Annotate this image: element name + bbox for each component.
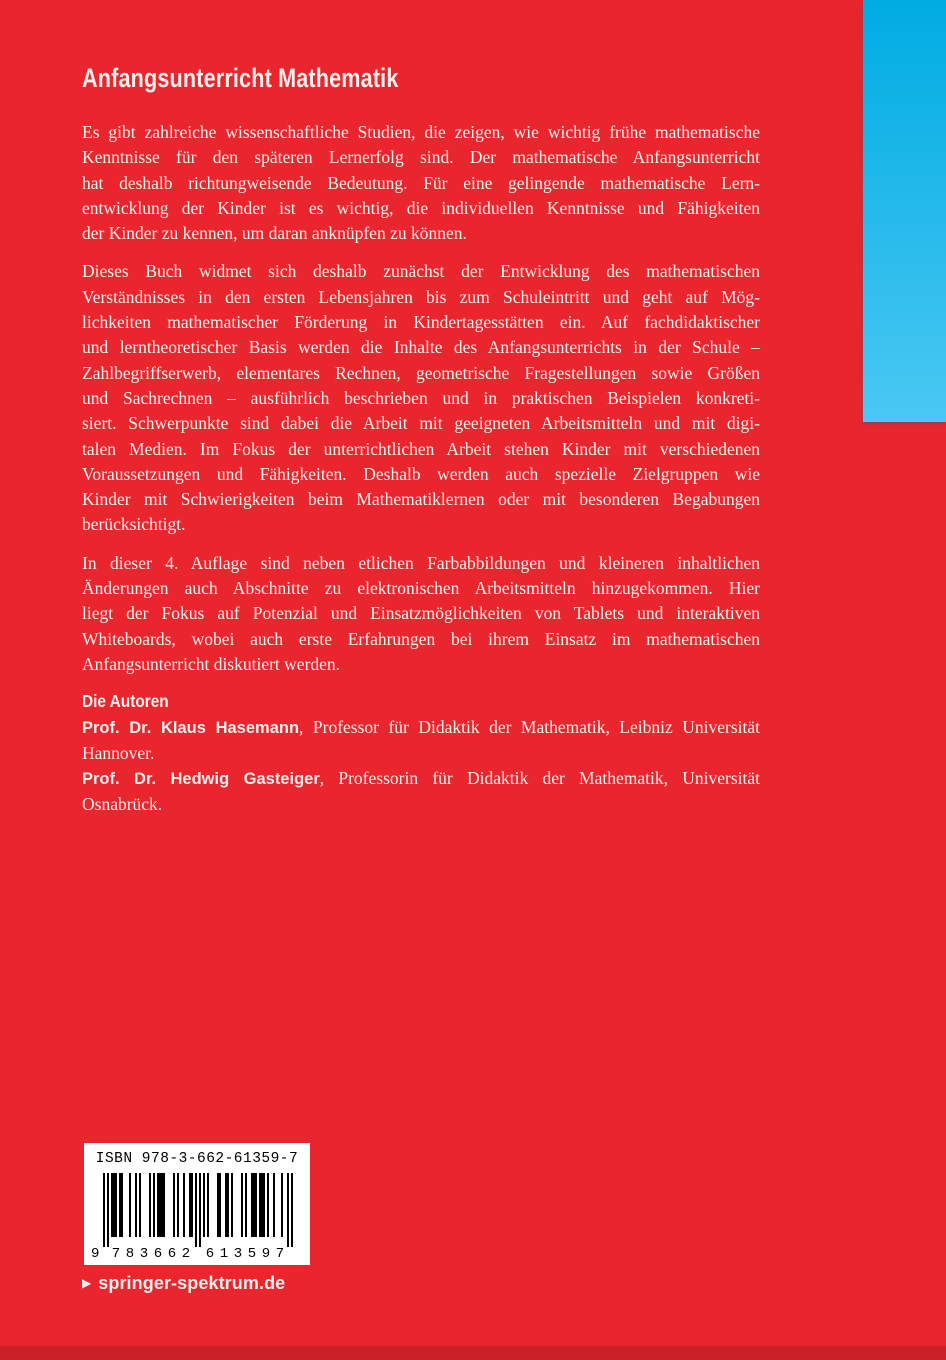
author-location: Osnabrück. <box>82 794 163 815</box>
paragraph-line: entwicklung der Kinder ist es wichtig, die individuellen Kenntnisse und Fähigkeiten <box>82 197 760 218</box>
paragraph-line: lichkeiten mathematischer Förderung in Kindertagesstätten ein. Auf fachdidaktischer <box>82 312 760 333</box>
author-name: Prof. Dr. Klaus Hasemann <box>82 718 300 737</box>
svg-text:3: 3 <box>139 1246 149 1261</box>
paragraph-line: In dieser 4. Auflage sind neben etlichen Farbabbildungen und kleineren inhaltlichen <box>82 552 760 573</box>
paragraph-line: Verständnisses in den ersten Lebensjahren bis zum Schuleintritt und geht auf Mög- <box>82 286 760 307</box>
svg-text:6: 6 <box>167 1246 177 1261</box>
blue-accent-stripe <box>863 0 946 422</box>
paragraph-line: liegt der Fokus auf Potenzial und Einsatzmöglichkeiten von Tablets und interaktiven <box>82 603 760 624</box>
svg-text:6: 6 <box>205 1246 215 1261</box>
paragraph-line: Änderungen auch Abschnitte zu elektronischen Arbeitsmitteln hinzugekommen. Hier <box>82 578 760 599</box>
publisher-line <box>82 1272 285 1294</box>
publisher-url: springer-spektrum.de <box>98 1273 286 1293</box>
paragraph-line: siert. Schwerpunkte sind dabei die Arbeit mit geeigneten Arbeitsmitteln und mit digi- <box>82 413 760 434</box>
cover-text-column <box>82 0 760 818</box>
book-title: Anfangsunterricht Mathematik <box>82 63 399 93</box>
arrow-right-icon: ▶ <box>82 1276 92 1290</box>
paragraph-line: Kinder mit Schwierigkeiten beim Mathematiklernen oder mit besonderen Begabungen <box>82 489 760 510</box>
paragraph-line: berücksichtigt. <box>82 514 186 535</box>
paragraph-line: Zahlbegriffserwerb, elementares Rechnen, geometrische Fragestellungen sowie Größen <box>82 362 760 383</box>
svg-text:3: 3 <box>233 1246 243 1261</box>
author-role: , Professorin für Didaktik der Mathematik, Universität <box>319 768 760 789</box>
author-location: Hannover. <box>82 742 155 763</box>
bottom-edge-shading <box>0 1346 946 1360</box>
authors-list <box>82 715 760 818</box>
isbn-barcode-box <box>84 1143 310 1265</box>
author-entry <box>82 715 760 741</box>
paragraph <box>82 120 760 246</box>
paragraph-line: talen Medien. Im Fokus der unterrichtlichen Arbeit stehen Kinder mit verschiedenen <box>82 438 760 459</box>
author-role: , Professor für Didaktik der Mathematik, Leibniz Universität <box>299 716 760 737</box>
svg-text:2: 2 <box>181 1246 191 1261</box>
author-entry <box>82 766 760 792</box>
paragraph-line: Whiteboards, wobei auch erste Erfahrungen bei ihrem Einsatz im mathematischen <box>82 628 760 649</box>
paragraph-line: der Kinder zu kennen, um daran anknüpfen zu können. <box>82 223 467 244</box>
isbn-label: ISBN 978-3-662-61359-7 <box>95 1151 299 1167</box>
svg-text:5: 5 <box>247 1246 257 1261</box>
paragraph-line: Dieses Buch widmet sich deshalb zunächst der Entwicklung des mathematischen <box>82 261 760 282</box>
paragraph-line: Anfangsunterricht diskutiert werden. <box>82 653 341 674</box>
svg-text:7: 7 <box>275 1246 285 1261</box>
paragraph-line: Kenntnisse für den späteren Lernerfolg sind. Der mathematische Anfangsunterricht <box>82 147 760 168</box>
paragraph-line: und lerntheoretischer Basis werden die Inhalte des Anfangsunterrichts in der Schule – <box>82 337 760 358</box>
author-name: Prof. Dr. Hedwig Gasteiger <box>82 770 320 789</box>
svg-text:1: 1 <box>219 1246 229 1261</box>
ean13-barcode-icon <box>89 1171 305 1261</box>
paragraph <box>82 551 760 677</box>
svg-text:9: 9 <box>91 1246 100 1261</box>
paragraph-line: Es gibt zahlreiche wissenschaftliche Studien, die zeigen, wie wichtig frühe mathematische <box>82 122 760 142</box>
paragraph-line: und Sachrechnen – ausführlich beschrieben und in praktischen Beispielen konkreti- <box>82 387 760 408</box>
svg-text:6: 6 <box>153 1246 163 1261</box>
svg-text:9: 9 <box>261 1246 271 1261</box>
svg-text:8: 8 <box>125 1246 135 1261</box>
svg-text:7: 7 <box>111 1246 121 1261</box>
authors-heading: Die Autoren <box>82 691 169 712</box>
paragraph-line: hat deshalb richtungweisende Bedeutung. Für eine gelingende mathematische Lern- <box>82 172 760 193</box>
paragraph-line: Voraussetzungen und Fähigkeiten. Deshalb werden auch spezielle Zielgruppen wie <box>82 463 760 484</box>
body-paragraphs <box>82 120 760 677</box>
authors-section <box>82 689 760 817</box>
paragraph <box>82 259 760 537</box>
